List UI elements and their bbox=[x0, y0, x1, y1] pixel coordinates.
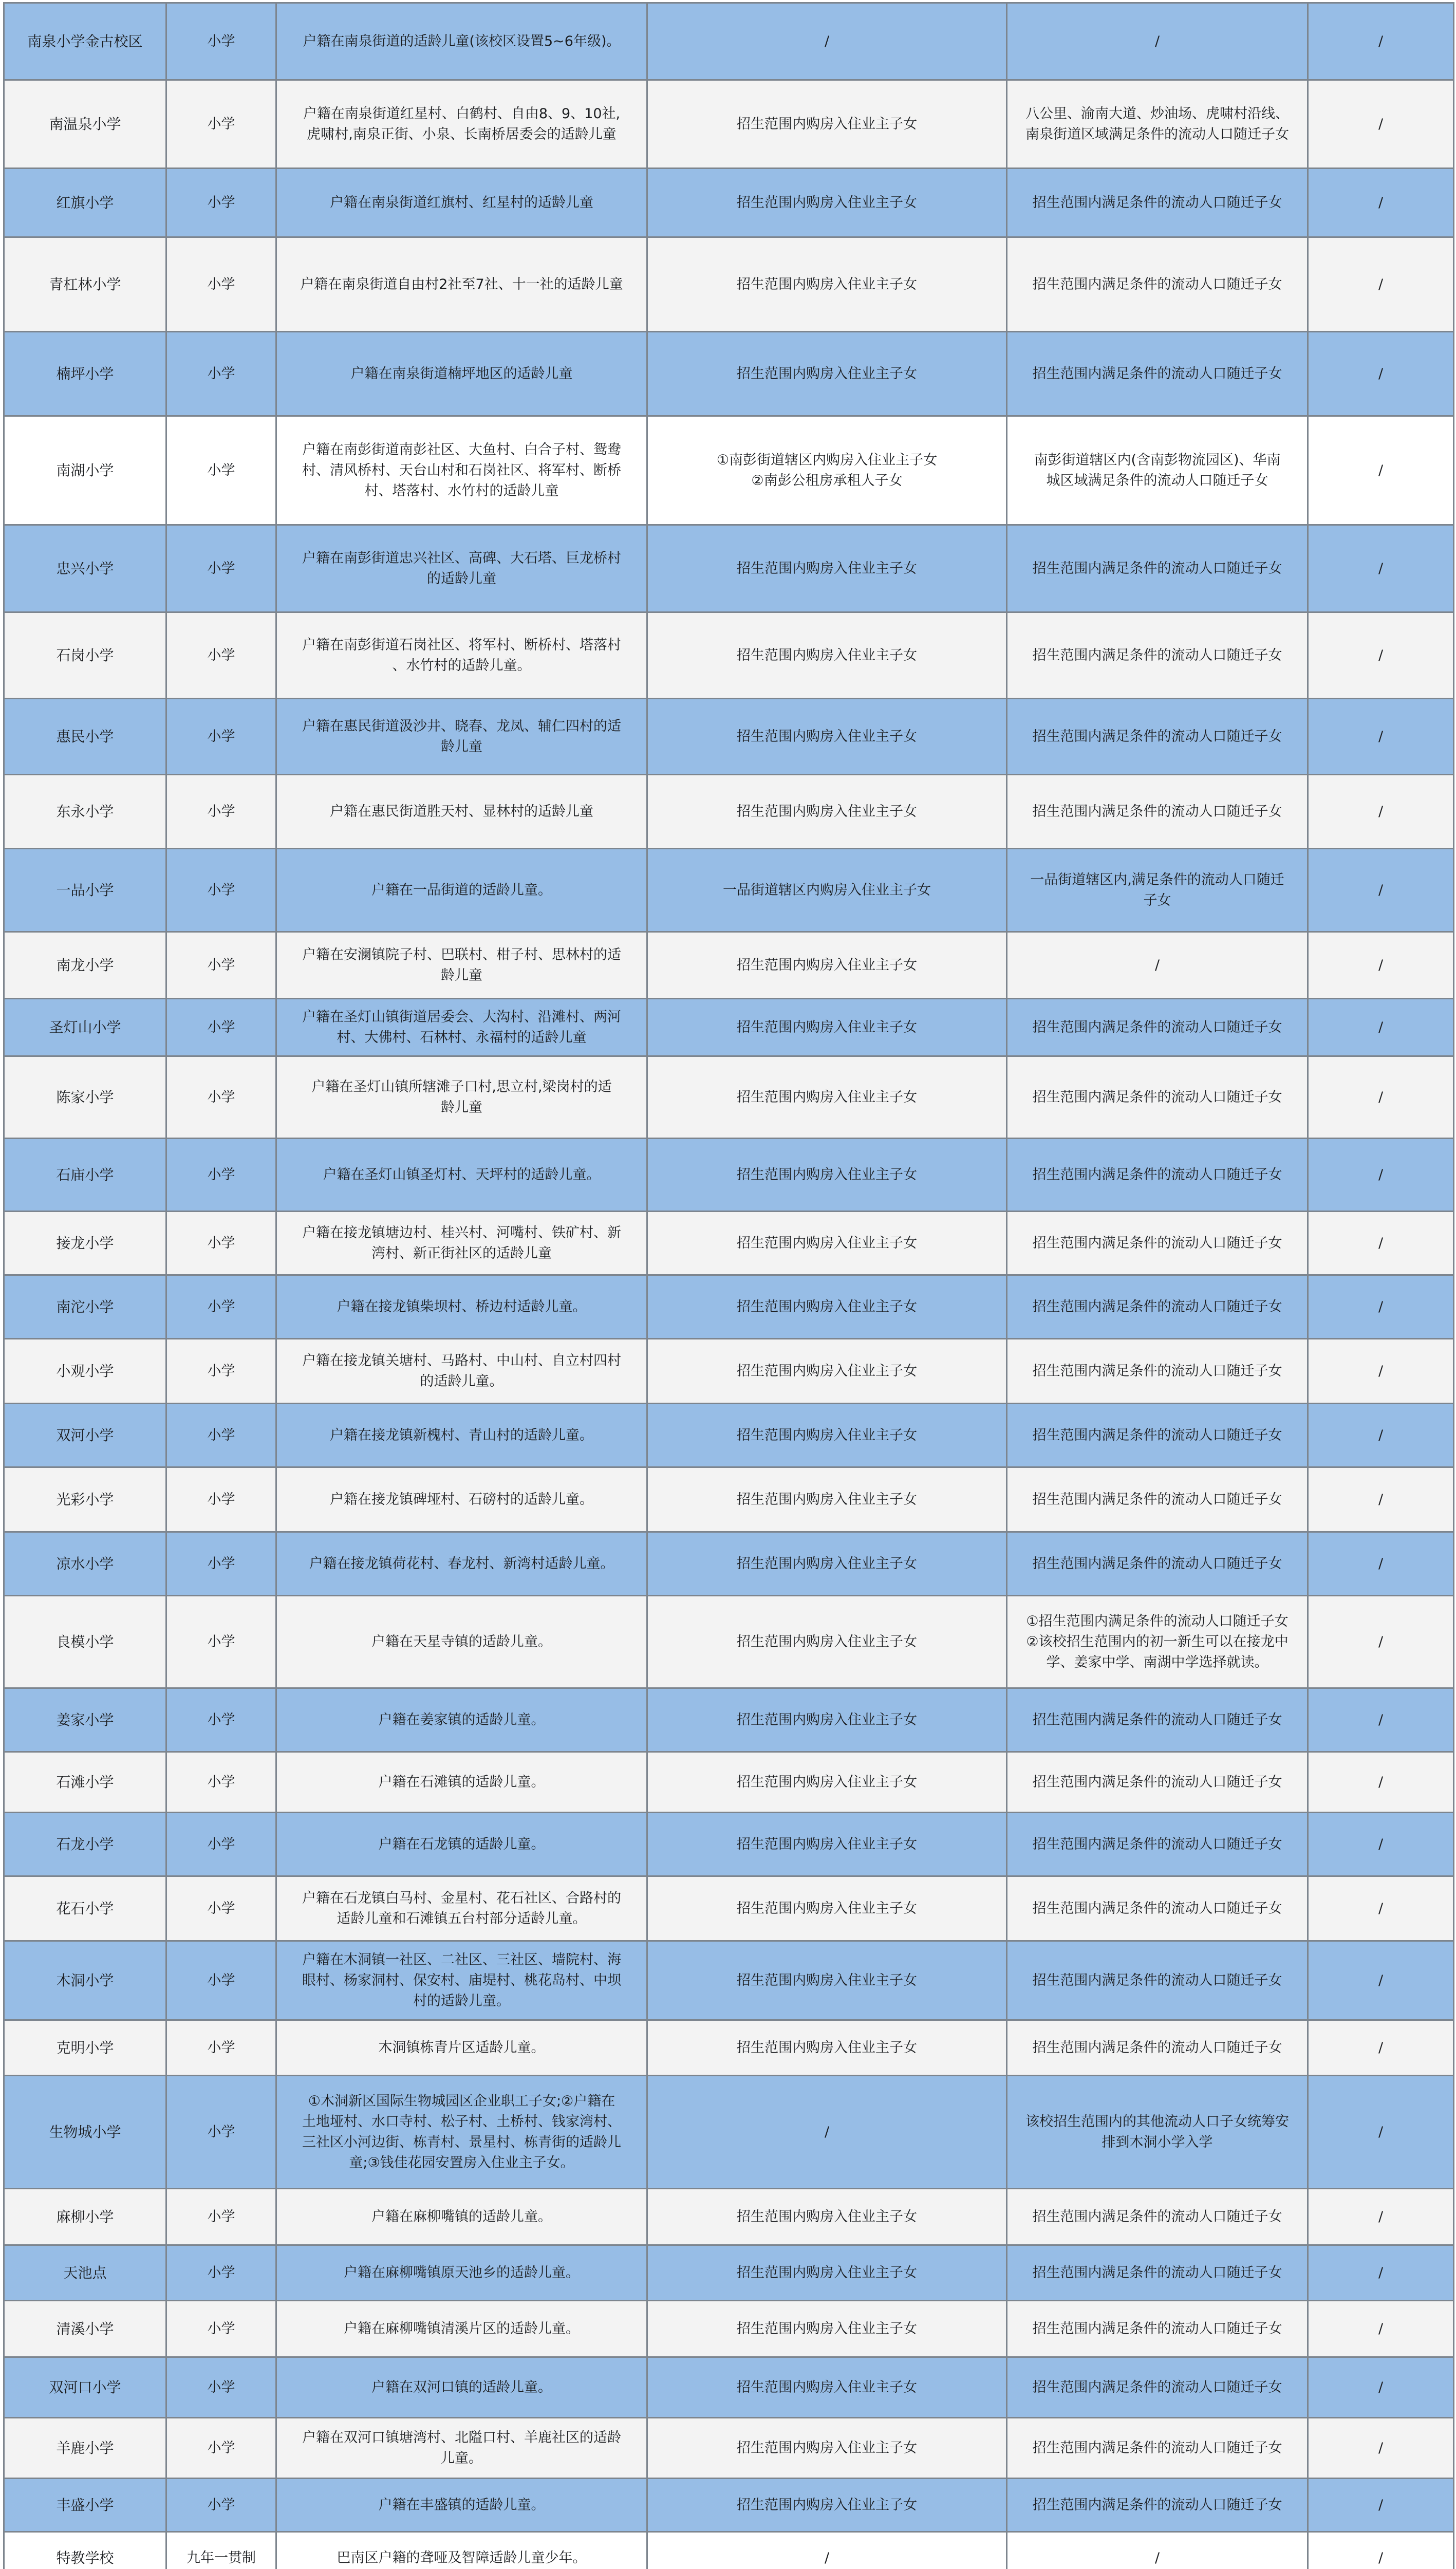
homeowner-children-cell: 招生范围内购房入住业主子女 bbox=[647, 169, 1007, 237]
table-row bbox=[4, 1941, 1454, 2020]
remarks-cell: / bbox=[1308, 1876, 1454, 1941]
table-row bbox=[4, 1275, 1454, 1339]
school-name-cell: 木洞小学 bbox=[4, 1941, 166, 2020]
remarks-cell: / bbox=[1308, 849, 1454, 932]
homeowner-children-cell: ①南彭街道辖区内购房入住业主子女 ②南彭公租房承租人子女 bbox=[647, 416, 1007, 525]
school-type-cell: 小学 bbox=[166, 416, 276, 525]
homeowner-children-cell: 招生范围内购房入住业主子女 bbox=[647, 1467, 1007, 1532]
remarks-cell: / bbox=[1308, 2245, 1454, 2301]
table-row bbox=[4, 237, 1454, 332]
enrollment-scope-cell: 户籍在南彭街道忠兴社区、高碑、大石塔、巨龙桥村 的适龄儿童 bbox=[276, 525, 647, 612]
school-type-cell: 小学 bbox=[166, 3, 276, 80]
school-type-cell: 小学 bbox=[166, 169, 276, 237]
table-row bbox=[4, 2418, 1454, 2479]
enrollment-scope-cell: 户籍在接龙镇关塘村、马路村、中山村、自立村四村 的适龄儿童。 bbox=[276, 1339, 647, 1404]
enrollment-scope-cell: 户籍在石龙镇白马村、金星村、花石社区、合路村的 适龄儿童和石滩镇五台村部分适龄儿童。 bbox=[276, 1876, 647, 1941]
remarks-cell: / bbox=[1308, 1212, 1454, 1275]
table-row bbox=[4, 1467, 1454, 1532]
remarks-cell: / bbox=[1308, 2357, 1454, 2418]
remarks-cell: / bbox=[1308, 1941, 1454, 2020]
enrollment-scope-cell: 户籍在麻柳嘴镇清溪片区的适龄儿童。 bbox=[276, 2301, 647, 2357]
homeowner-children-cell: 招生范围内购房入住业主子女 bbox=[647, 1339, 1007, 1404]
enrollment-scope-cell: 户籍在圣灯山镇圣灯村、天坪村的适龄儿童。 bbox=[276, 1139, 647, 1212]
homeowner-children-cell: 招生范围内购房入住业主子女 bbox=[647, 1752, 1007, 1813]
enrollment-scope-cell: 户籍在南泉街道自由村2社至7社、十一社的适龄儿童 bbox=[276, 237, 647, 332]
homeowner-children-cell: 招生范围内购房入住业主子女 bbox=[647, 525, 1007, 612]
migrant-children-cell: 招生范围内满足条件的流动人口随迁子女 bbox=[1007, 2301, 1308, 2357]
school-type-cell: 小学 bbox=[166, 1688, 276, 1752]
homeowner-children-cell: 招生范围内购房入住业主子女 bbox=[647, 2301, 1007, 2357]
school-type-cell: 小学 bbox=[166, 1275, 276, 1339]
school-type-cell: 小学 bbox=[166, 612, 276, 699]
school-name-cell: 光彩小学 bbox=[4, 1467, 166, 1532]
remarks-cell: / bbox=[1308, 932, 1454, 999]
remarks-cell: / bbox=[1308, 1275, 1454, 1339]
homeowner-children-cell: / bbox=[647, 2076, 1007, 2189]
school-type-cell: 小学 bbox=[166, 525, 276, 612]
remarks-cell: / bbox=[1308, 999, 1454, 1056]
migrant-children-cell: 招生范围内满足条件的流动人口随迁子女 bbox=[1007, 237, 1308, 332]
remarks-cell: / bbox=[1308, 775, 1454, 849]
remarks-cell: / bbox=[1308, 1752, 1454, 1813]
school-type-cell: 小学 bbox=[166, 2418, 276, 2479]
remarks-cell: / bbox=[1308, 525, 1454, 612]
homeowner-children-cell: 招生范围内购房入住业主子女 bbox=[647, 1876, 1007, 1941]
table-row bbox=[4, 332, 1454, 416]
school-type-cell: 小学 bbox=[166, 2479, 276, 2532]
remarks-cell: / bbox=[1308, 1339, 1454, 1404]
school-name-cell: 南泉小学金古校区 bbox=[4, 3, 166, 80]
migrant-children-cell: 招生范围内满足条件的流动人口随迁子女 bbox=[1007, 775, 1308, 849]
migrant-children-cell: 一品街道辖区内,满足条件的流动人口随迁 子女 bbox=[1007, 849, 1308, 932]
enrollment-scope-cell: 户籍在石龙镇的适龄儿童。 bbox=[276, 1813, 647, 1876]
school-name-cell: 双河口小学 bbox=[4, 2357, 166, 2418]
homeowner-children-cell: / bbox=[647, 3, 1007, 80]
homeowner-children-cell: 招生范围内购房入住业主子女 bbox=[647, 999, 1007, 1056]
enrollment-scope-cell: 户籍在惠民街道汲沙井、晓春、龙凤、辅仁四村的适 龄儿童 bbox=[276, 699, 647, 775]
school-name-cell: 石岗小学 bbox=[4, 612, 166, 699]
migrant-children-cell: 招生范围内满足条件的流动人口随迁子女 bbox=[1007, 1532, 1308, 1596]
school-type-cell: 小学 bbox=[166, 775, 276, 849]
homeowner-children-cell: 招生范围内购房入住业主子女 bbox=[647, 1404, 1007, 1467]
homeowner-children-cell: 招生范围内购房入住业主子女 bbox=[647, 699, 1007, 775]
remarks-cell: / bbox=[1308, 2418, 1454, 2479]
table-row bbox=[4, 1212, 1454, 1275]
school-type-cell: 小学 bbox=[166, 999, 276, 1056]
enrollment-scope-cell: 户籍在麻柳嘴镇原天池乡的适龄儿童。 bbox=[276, 2245, 647, 2301]
enrollment-scope-cell: 巴南区户籍的聋哑及智障适龄儿童少年。 bbox=[276, 2532, 647, 2569]
school-type-cell: 小学 bbox=[166, 237, 276, 332]
school-name-cell: 姜家小学 bbox=[4, 1688, 166, 1752]
migrant-children-cell: 招生范围内满足条件的流动人口随迁子女 bbox=[1007, 1467, 1308, 1532]
migrant-children-cell: 八公里、渝南大道、炒油场、虎啸村沿线、 南泉街道区域满足条件的流动人口随迁子女 bbox=[1007, 80, 1308, 169]
enrollment-scope-cell: 户籍在木洞镇一社区、二社区、三社区、墙院村、海 眼村、杨家洞村、保安村、庙堤村、桃花岛村、中坝 村的适龄儿童。 bbox=[276, 1941, 647, 2020]
school-name-cell: 生物城小学 bbox=[4, 2076, 166, 2189]
migrant-children-cell: 招生范围内满足条件的流动人口随迁子女 bbox=[1007, 2418, 1308, 2479]
migrant-children-cell: 招生范围内满足条件的流动人口随迁子女 bbox=[1007, 612, 1308, 699]
school-name-cell: 良模小学 bbox=[4, 1596, 166, 1688]
school-name-cell: 石庙小学 bbox=[4, 1139, 166, 1212]
enrollment-scope-cell: 户籍在接龙镇新槐村、青山村的适龄儿童。 bbox=[276, 1404, 647, 1467]
enrollment-scope-cell: 户籍在一品街道的适龄儿童。 bbox=[276, 849, 647, 932]
enrollment-scope-cell: 户籍在南泉街道红星村、白鹤村、自由8、9、10社, 虎啸村,南泉正街、小泉、长南桥居委会的适龄儿童 bbox=[276, 80, 647, 169]
table-row bbox=[4, 1056, 1454, 1139]
table-row bbox=[4, 2479, 1454, 2532]
remarks-cell: / bbox=[1308, 169, 1454, 237]
migrant-children-cell: 招生范围内满足条件的流动人口随迁子女 bbox=[1007, 999, 1308, 1056]
homeowner-children-cell: 招生范围内购房入住业主子女 bbox=[647, 2189, 1007, 2245]
school-name-cell: 双河小学 bbox=[4, 1404, 166, 1467]
enrollment-scope-cell: 户籍在接龙镇碑垭村、石磅村的适龄儿童。 bbox=[276, 1467, 647, 1532]
school-name-cell: 羊鹿小学 bbox=[4, 2418, 166, 2479]
school-type-cell: 小学 bbox=[166, 699, 276, 775]
enrollment-scope-cell: ①木洞新区国际生物城园区企业职工子女;②户籍在 土地垭村、水口寺村、松子村、土桥村、钱家湾村、 三社区小河边街、栋青村、景星村、栋青街的适龄儿 童;③钱佳花园安置房入住业主子女。 bbox=[276, 2076, 647, 2189]
remarks-cell: / bbox=[1308, 2479, 1454, 2532]
table-row bbox=[4, 1339, 1454, 1404]
enrollment-scope-cell: 户籍在麻柳嘴镇的适龄儿童。 bbox=[276, 2189, 647, 2245]
homeowner-children-cell: 招生范围内购房入住业主子女 bbox=[647, 80, 1007, 169]
homeowner-children-cell: 招生范围内购房入住业主子女 bbox=[647, 2479, 1007, 2532]
school-type-cell: 小学 bbox=[166, 1941, 276, 2020]
school-name-cell: 忠兴小学 bbox=[4, 525, 166, 612]
migrant-children-cell: 招生范围内满足条件的流动人口随迁子女 bbox=[1007, 525, 1308, 612]
migrant-children-cell: 招生范围内满足条件的流动人口随迁子女 bbox=[1007, 2245, 1308, 2301]
enrollment-scope-cell: 户籍在石滩镇的适龄儿童。 bbox=[276, 1752, 647, 1813]
table-row bbox=[4, 2189, 1454, 2245]
table-row bbox=[4, 2357, 1454, 2418]
school-type-cell: 小学 bbox=[166, 2357, 276, 2418]
migrant-children-cell: 招生范围内满足条件的流动人口随迁子女 bbox=[1007, 1876, 1308, 1941]
table-row bbox=[4, 699, 1454, 775]
school-type-cell: 小学 bbox=[166, 2020, 276, 2076]
migrant-children-cell: 招生范围内满足条件的流动人口随迁子女 bbox=[1007, 332, 1308, 416]
migrant-children-cell: 招生范围内满足条件的流动人口随迁子女 bbox=[1007, 2020, 1308, 2076]
school-type-cell: 小学 bbox=[166, 1813, 276, 1876]
table-row bbox=[4, 1532, 1454, 1596]
remarks-cell: / bbox=[1308, 80, 1454, 169]
homeowner-children-cell: 招生范围内购房入住业主子女 bbox=[647, 932, 1007, 999]
school-type-cell: 小学 bbox=[166, 2076, 276, 2189]
remarks-cell: / bbox=[1308, 1532, 1454, 1596]
table-row bbox=[4, 1404, 1454, 1467]
table-row bbox=[4, 169, 1454, 237]
remarks-cell: / bbox=[1308, 699, 1454, 775]
school-type-cell: 小学 bbox=[166, 849, 276, 932]
enrollment-scope-cell: 户籍在天星寺镇的适龄儿童。 bbox=[276, 1596, 647, 1688]
school-name-cell: 麻柳小学 bbox=[4, 2189, 166, 2245]
enrollment-scope-cell: 户籍在南泉街道的适龄儿童(该校区设置5~6年级)。 bbox=[276, 3, 647, 80]
table-row bbox=[4, 1752, 1454, 1813]
school-name-cell: 一品小学 bbox=[4, 849, 166, 932]
school-type-cell: 小学 bbox=[166, 1532, 276, 1596]
enrollment-scope-cell: 户籍在姜家镇的适龄儿童。 bbox=[276, 1688, 647, 1752]
table-row bbox=[4, 2301, 1454, 2357]
school-name-cell: 青杠林小学 bbox=[4, 237, 166, 332]
school-name-cell: 花石小学 bbox=[4, 1876, 166, 1941]
migrant-children-cell: 招生范围内满足条件的流动人口随迁子女 bbox=[1007, 2189, 1308, 2245]
table-row bbox=[4, 932, 1454, 999]
migrant-children-cell: 招生范围内满足条件的流动人口随迁子女 bbox=[1007, 1339, 1308, 1404]
homeowner-children-cell: 招生范围内购房入住业主子女 bbox=[647, 1688, 1007, 1752]
enrollment-scope-cell: 户籍在圣灯山镇所辖滩子口村,思立村,梁岗村的适 龄儿童 bbox=[276, 1056, 647, 1139]
remarks-cell: / bbox=[1308, 1688, 1454, 1752]
migrant-children-cell: / bbox=[1007, 932, 1308, 999]
enrollment-scope-cell: 木洞镇栋青片区适龄儿童。 bbox=[276, 2020, 647, 2076]
homeowner-children-cell: 招生范围内购房入住业主子女 bbox=[647, 1596, 1007, 1688]
school-type-cell: 小学 bbox=[166, 2301, 276, 2357]
enrollment-scope-cell: 户籍在双河口镇塘湾村、北隘口村、羊鹿社区的适龄 儿童。 bbox=[276, 2418, 647, 2479]
remarks-cell: / bbox=[1308, 1404, 1454, 1467]
school-name-cell: 南温泉小学 bbox=[4, 80, 166, 169]
school-name-cell: 小观小学 bbox=[4, 1339, 166, 1404]
enrollment-scope-cell: 户籍在接龙镇塘边村、桂兴村、河嘴村、铁矿村、新 湾村、新正街社区的适龄儿童 bbox=[276, 1212, 647, 1275]
school-type-cell: 小学 bbox=[166, 1212, 276, 1275]
enrollment-scope-cell: 户籍在接龙镇荷花村、春龙村、新湾村适龄儿童。 bbox=[276, 1532, 647, 1596]
homeowner-children-cell: 招生范围内购房入住业主子女 bbox=[647, 2245, 1007, 2301]
table-row bbox=[4, 525, 1454, 612]
homeowner-children-cell: 招生范围内购房入住业主子女 bbox=[647, 1139, 1007, 1212]
school-name-cell: 克明小学 bbox=[4, 2020, 166, 2076]
enrollment-scope-cell: 户籍在圣灯山镇街道居委会、大沟村、沿滩村、两河 村、大佛村、石林村、永福村的适龄儿童 bbox=[276, 999, 647, 1056]
table-row bbox=[4, 1596, 1454, 1688]
enrollment-scope-cell: 户籍在安澜镇院子村、巴联村、柑子村、思林村的适 龄儿童 bbox=[276, 932, 647, 999]
remarks-cell: / bbox=[1308, 237, 1454, 332]
enrollment-scope-cell: 户籍在南泉街道红旗村、红星村的适龄儿童 bbox=[276, 169, 647, 237]
school-type-cell: 小学 bbox=[166, 80, 276, 169]
homeowner-children-cell: 招生范围内购房入住业主子女 bbox=[647, 2020, 1007, 2076]
table-row bbox=[4, 612, 1454, 699]
migrant-children-cell: 招生范围内满足条件的流动人口随迁子女 bbox=[1007, 1275, 1308, 1339]
homeowner-children-cell: 招生范围内购房入住业主子女 bbox=[647, 1275, 1007, 1339]
school-name-cell: 东永小学 bbox=[4, 775, 166, 849]
table-row bbox=[4, 775, 1454, 849]
table-row bbox=[4, 3, 1454, 80]
table-row bbox=[4, 1876, 1454, 1941]
school-name-cell: 接龙小学 bbox=[4, 1212, 166, 1275]
homeowner-children-cell: 招生范围内购房入住业主子女 bbox=[647, 332, 1007, 416]
school-type-cell: 小学 bbox=[166, 932, 276, 999]
remarks-cell: / bbox=[1308, 2189, 1454, 2245]
school-name-cell: 惠民小学 bbox=[4, 699, 166, 775]
enrollment-scope-cell: 户籍在双河口镇的适龄儿童。 bbox=[276, 2357, 647, 2418]
school-name-cell: 石滩小学 bbox=[4, 1752, 166, 1813]
table-row bbox=[4, 2076, 1454, 2189]
school-name-cell: 特教学校 bbox=[4, 2532, 166, 2569]
table-row bbox=[4, 849, 1454, 932]
homeowner-children-cell: 招生范围内购房入住业主子女 bbox=[647, 1056, 1007, 1139]
homeowner-children-cell: 一品街道辖区内购房入住业主子女 bbox=[647, 849, 1007, 932]
migrant-children-cell: / bbox=[1007, 3, 1308, 80]
school-name-cell: 凉水小学 bbox=[4, 1532, 166, 1596]
school-name-cell: 清溪小学 bbox=[4, 2301, 166, 2357]
table-row bbox=[4, 1139, 1454, 1212]
school-name-cell: 南龙小学 bbox=[4, 932, 166, 999]
school-name-cell: 石龙小学 bbox=[4, 1813, 166, 1876]
school-type-cell: 小学 bbox=[166, 1404, 276, 1467]
homeowner-children-cell: 招生范围内购房入住业主子女 bbox=[647, 1532, 1007, 1596]
school-name-cell: 南沱小学 bbox=[4, 1275, 166, 1339]
school-type-cell: 九年一贯制 bbox=[166, 2532, 276, 2569]
homeowner-children-cell: 招生范围内购房入住业主子女 bbox=[647, 775, 1007, 849]
migrant-children-cell: 招生范围内满足条件的流动人口随迁子女 bbox=[1007, 2479, 1308, 2532]
remarks-cell: / bbox=[1308, 1596, 1454, 1688]
table-row bbox=[4, 1688, 1454, 1752]
migrant-children-cell: / bbox=[1007, 2532, 1308, 2569]
table-row bbox=[4, 80, 1454, 169]
migrant-children-cell: 南彭街道辖区内(含南彭物流园区)、华南 城区域满足条件的流动人口随迁子女 bbox=[1007, 416, 1308, 525]
homeowner-children-cell: 招生范围内购房入住业主子女 bbox=[647, 612, 1007, 699]
school-type-cell: 小学 bbox=[166, 1596, 276, 1688]
migrant-children-cell: 招生范围内满足条件的流动人口随迁子女 bbox=[1007, 1139, 1308, 1212]
school-name-cell: 圣灯山小学 bbox=[4, 999, 166, 1056]
table-row bbox=[4, 2245, 1454, 2301]
enrollment-table-body bbox=[4, 3, 1454, 2569]
enrollment-scope-cell: 户籍在南彭街道石岗社区、将军村、断桥村、塔落村 、水竹村的适龄儿童。 bbox=[276, 612, 647, 699]
migrant-children-cell: 招生范围内满足条件的流动人口随迁子女 bbox=[1007, 1752, 1308, 1813]
enrollment-scope-cell: 户籍在丰盛镇的适龄儿童。 bbox=[276, 2479, 647, 2532]
school-type-cell: 小学 bbox=[166, 1467, 276, 1532]
enrollment-scope-cell: 户籍在南泉街道楠坪地区的适龄儿童 bbox=[276, 332, 647, 416]
school-name-cell: 丰盛小学 bbox=[4, 2479, 166, 2532]
school-name-cell: 天池点 bbox=[4, 2245, 166, 2301]
migrant-children-cell: 招生范围内满足条件的流动人口随迁子女 bbox=[1007, 699, 1308, 775]
migrant-children-cell: 招生范围内满足条件的流动人口随迁子女 bbox=[1007, 1056, 1308, 1139]
enrollment-scope-cell: 户籍在惠民街道胜天村、显林村的适龄儿童 bbox=[276, 775, 647, 849]
remarks-cell: / bbox=[1308, 2532, 1454, 2569]
homeowner-children-cell: 招生范围内购房入住业主子女 bbox=[647, 1212, 1007, 1275]
migrant-children-cell: 招生范围内满足条件的流动人口随迁子女 bbox=[1007, 1404, 1308, 1467]
remarks-cell: / bbox=[1308, 1139, 1454, 1212]
table-row bbox=[4, 416, 1454, 525]
school-type-cell: 小学 bbox=[166, 1752, 276, 1813]
school-type-cell: 小学 bbox=[166, 1876, 276, 1941]
migrant-children-cell: 招生范围内满足条件的流动人口随迁子女 bbox=[1007, 2357, 1308, 2418]
table-row bbox=[4, 999, 1454, 1056]
enrollment-table bbox=[3, 2, 1454, 2569]
remarks-cell: / bbox=[1308, 332, 1454, 416]
table-row bbox=[4, 2020, 1454, 2076]
school-type-cell: 小学 bbox=[166, 2245, 276, 2301]
migrant-children-cell: 招生范围内满足条件的流动人口随迁子女 bbox=[1007, 1941, 1308, 2020]
remarks-cell: / bbox=[1308, 2301, 1454, 2357]
migrant-children-cell: 该校招生范围内的其他流动人口子女统筹安 排到木洞小学入学 bbox=[1007, 2076, 1308, 2189]
school-type-cell: 小学 bbox=[166, 1056, 276, 1139]
remarks-cell: / bbox=[1308, 1813, 1454, 1876]
homeowner-children-cell: 招生范围内购房入住业主子女 bbox=[647, 1941, 1007, 2020]
school-type-cell: 小学 bbox=[166, 1339, 276, 1404]
remarks-cell: / bbox=[1308, 416, 1454, 525]
homeowner-children-cell: 招生范围内购房入住业主子女 bbox=[647, 1813, 1007, 1876]
migrant-children-cell: 招生范围内满足条件的流动人口随迁子女 bbox=[1007, 169, 1308, 237]
school-name-cell: 红旗小学 bbox=[4, 169, 166, 237]
school-name-cell: 楠坪小学 bbox=[4, 332, 166, 416]
migrant-children-cell: 招生范围内满足条件的流动人口随迁子女 bbox=[1007, 1688, 1308, 1752]
homeowner-children-cell: 招生范围内购房入住业主子女 bbox=[647, 2357, 1007, 2418]
remarks-cell: / bbox=[1308, 612, 1454, 699]
school-name-cell: 陈家小学 bbox=[4, 1056, 166, 1139]
enrollment-scope-cell: 户籍在南彭街道南彭社区、大鱼村、白合子村、鸳鸯 村、清风桥村、天台山村和石岗社区、将军村、断桥 村、塔落村、水竹村的适龄儿童 bbox=[276, 416, 647, 525]
table-row bbox=[4, 1813, 1454, 1876]
remarks-cell: / bbox=[1308, 2020, 1454, 2076]
migrant-children-cell: 招生范围内满足条件的流动人口随迁子女 bbox=[1007, 1212, 1308, 1275]
homeowner-children-cell: / bbox=[647, 2532, 1007, 2569]
table-row bbox=[4, 2532, 1454, 2569]
remarks-cell: / bbox=[1308, 2076, 1454, 2189]
school-name-cell: 南湖小学 bbox=[4, 416, 166, 525]
homeowner-children-cell: 招生范围内购房入住业主子女 bbox=[647, 237, 1007, 332]
remarks-cell: / bbox=[1308, 1467, 1454, 1532]
enrollment-scope-cell: 户籍在接龙镇柴坝村、桥边村适龄儿童。 bbox=[276, 1275, 647, 1339]
homeowner-children-cell: 招生范围内购房入住业主子女 bbox=[647, 2418, 1007, 2479]
migrant-children-cell: 招生范围内满足条件的流动人口随迁子女 bbox=[1007, 1813, 1308, 1876]
migrant-children-cell: ①招生范围内满足条件的流动人口随迁子女 ②该校招生范围内的初一新生可以在接龙中 学、姜家中学、南湖中学选择就读。 bbox=[1007, 1596, 1308, 1688]
school-type-cell: 小学 bbox=[166, 332, 276, 416]
school-type-cell: 小学 bbox=[166, 2189, 276, 2245]
remarks-cell: / bbox=[1308, 1056, 1454, 1139]
remarks-cell: / bbox=[1308, 3, 1454, 80]
school-type-cell: 小学 bbox=[166, 1139, 276, 1212]
